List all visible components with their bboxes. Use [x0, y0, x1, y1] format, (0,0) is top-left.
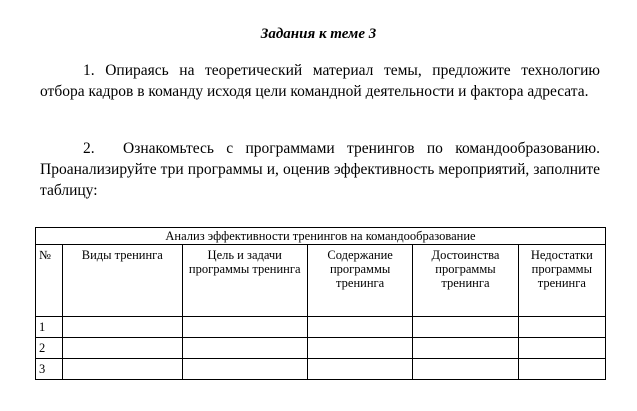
cell-advantages[interactable]: [413, 338, 518, 359]
task-1-text: 1. Опираясь на теоретический материал темы, предложите технологию отбора кадров в команду исходя цели командной деятельности и фактора адресата.: [40, 62, 600, 100]
page-title: Задания к теме 3: [260, 26, 377, 42]
cell-content[interactable]: [307, 317, 412, 338]
row-number: 1: [36, 317, 63, 338]
analysis-table: [35, 227, 606, 380]
cell-advantages[interactable]: [413, 317, 518, 338]
cell-training-type[interactable]: [63, 338, 182, 359]
task-2-number: 2.: [83, 140, 95, 157]
task-2-paragraph: [40, 138, 600, 201]
table-caption: Анализ эффективности тренингов на командообразование: [36, 228, 606, 245]
cell-disadvantages[interactable]: [518, 359, 605, 380]
table-row: [36, 317, 606, 338]
header-number: №: [36, 245, 63, 317]
header-training-type: Виды тренинга: [63, 245, 182, 317]
table-header-row: [36, 245, 606, 317]
header-goals: Цель и задачи программы тренинга: [182, 245, 307, 317]
table-row: [36, 359, 606, 380]
cell-content[interactable]: [307, 359, 412, 380]
row-number: 3: [36, 359, 63, 380]
cell-advantages[interactable]: [413, 359, 518, 380]
cell-disadvantages[interactable]: [518, 338, 605, 359]
table-row: [36, 338, 606, 359]
cell-disadvantages[interactable]: [518, 317, 605, 338]
header-content: Содержание программы тренинга: [307, 245, 412, 317]
cell-goals[interactable]: [182, 338, 307, 359]
cell-content[interactable]: [307, 338, 412, 359]
row-number: 2: [36, 338, 63, 359]
cell-training-type[interactable]: [63, 317, 182, 338]
task-2-text: Ознакомьтесь с программами тренингов по командообразованию. Проанализируйте три программы и, оценив эффективность мероприятий, заполните таблицу:: [40, 140, 600, 199]
header-advantages: Достоинства программы тренинга: [413, 245, 518, 317]
cell-training-type[interactable]: [63, 359, 182, 380]
header-disadvantages: Недостатки программы тренинга: [518, 245, 605, 317]
cell-goals[interactable]: [182, 359, 307, 380]
cell-goals[interactable]: [182, 317, 307, 338]
task-1-paragraph: [40, 60, 600, 102]
